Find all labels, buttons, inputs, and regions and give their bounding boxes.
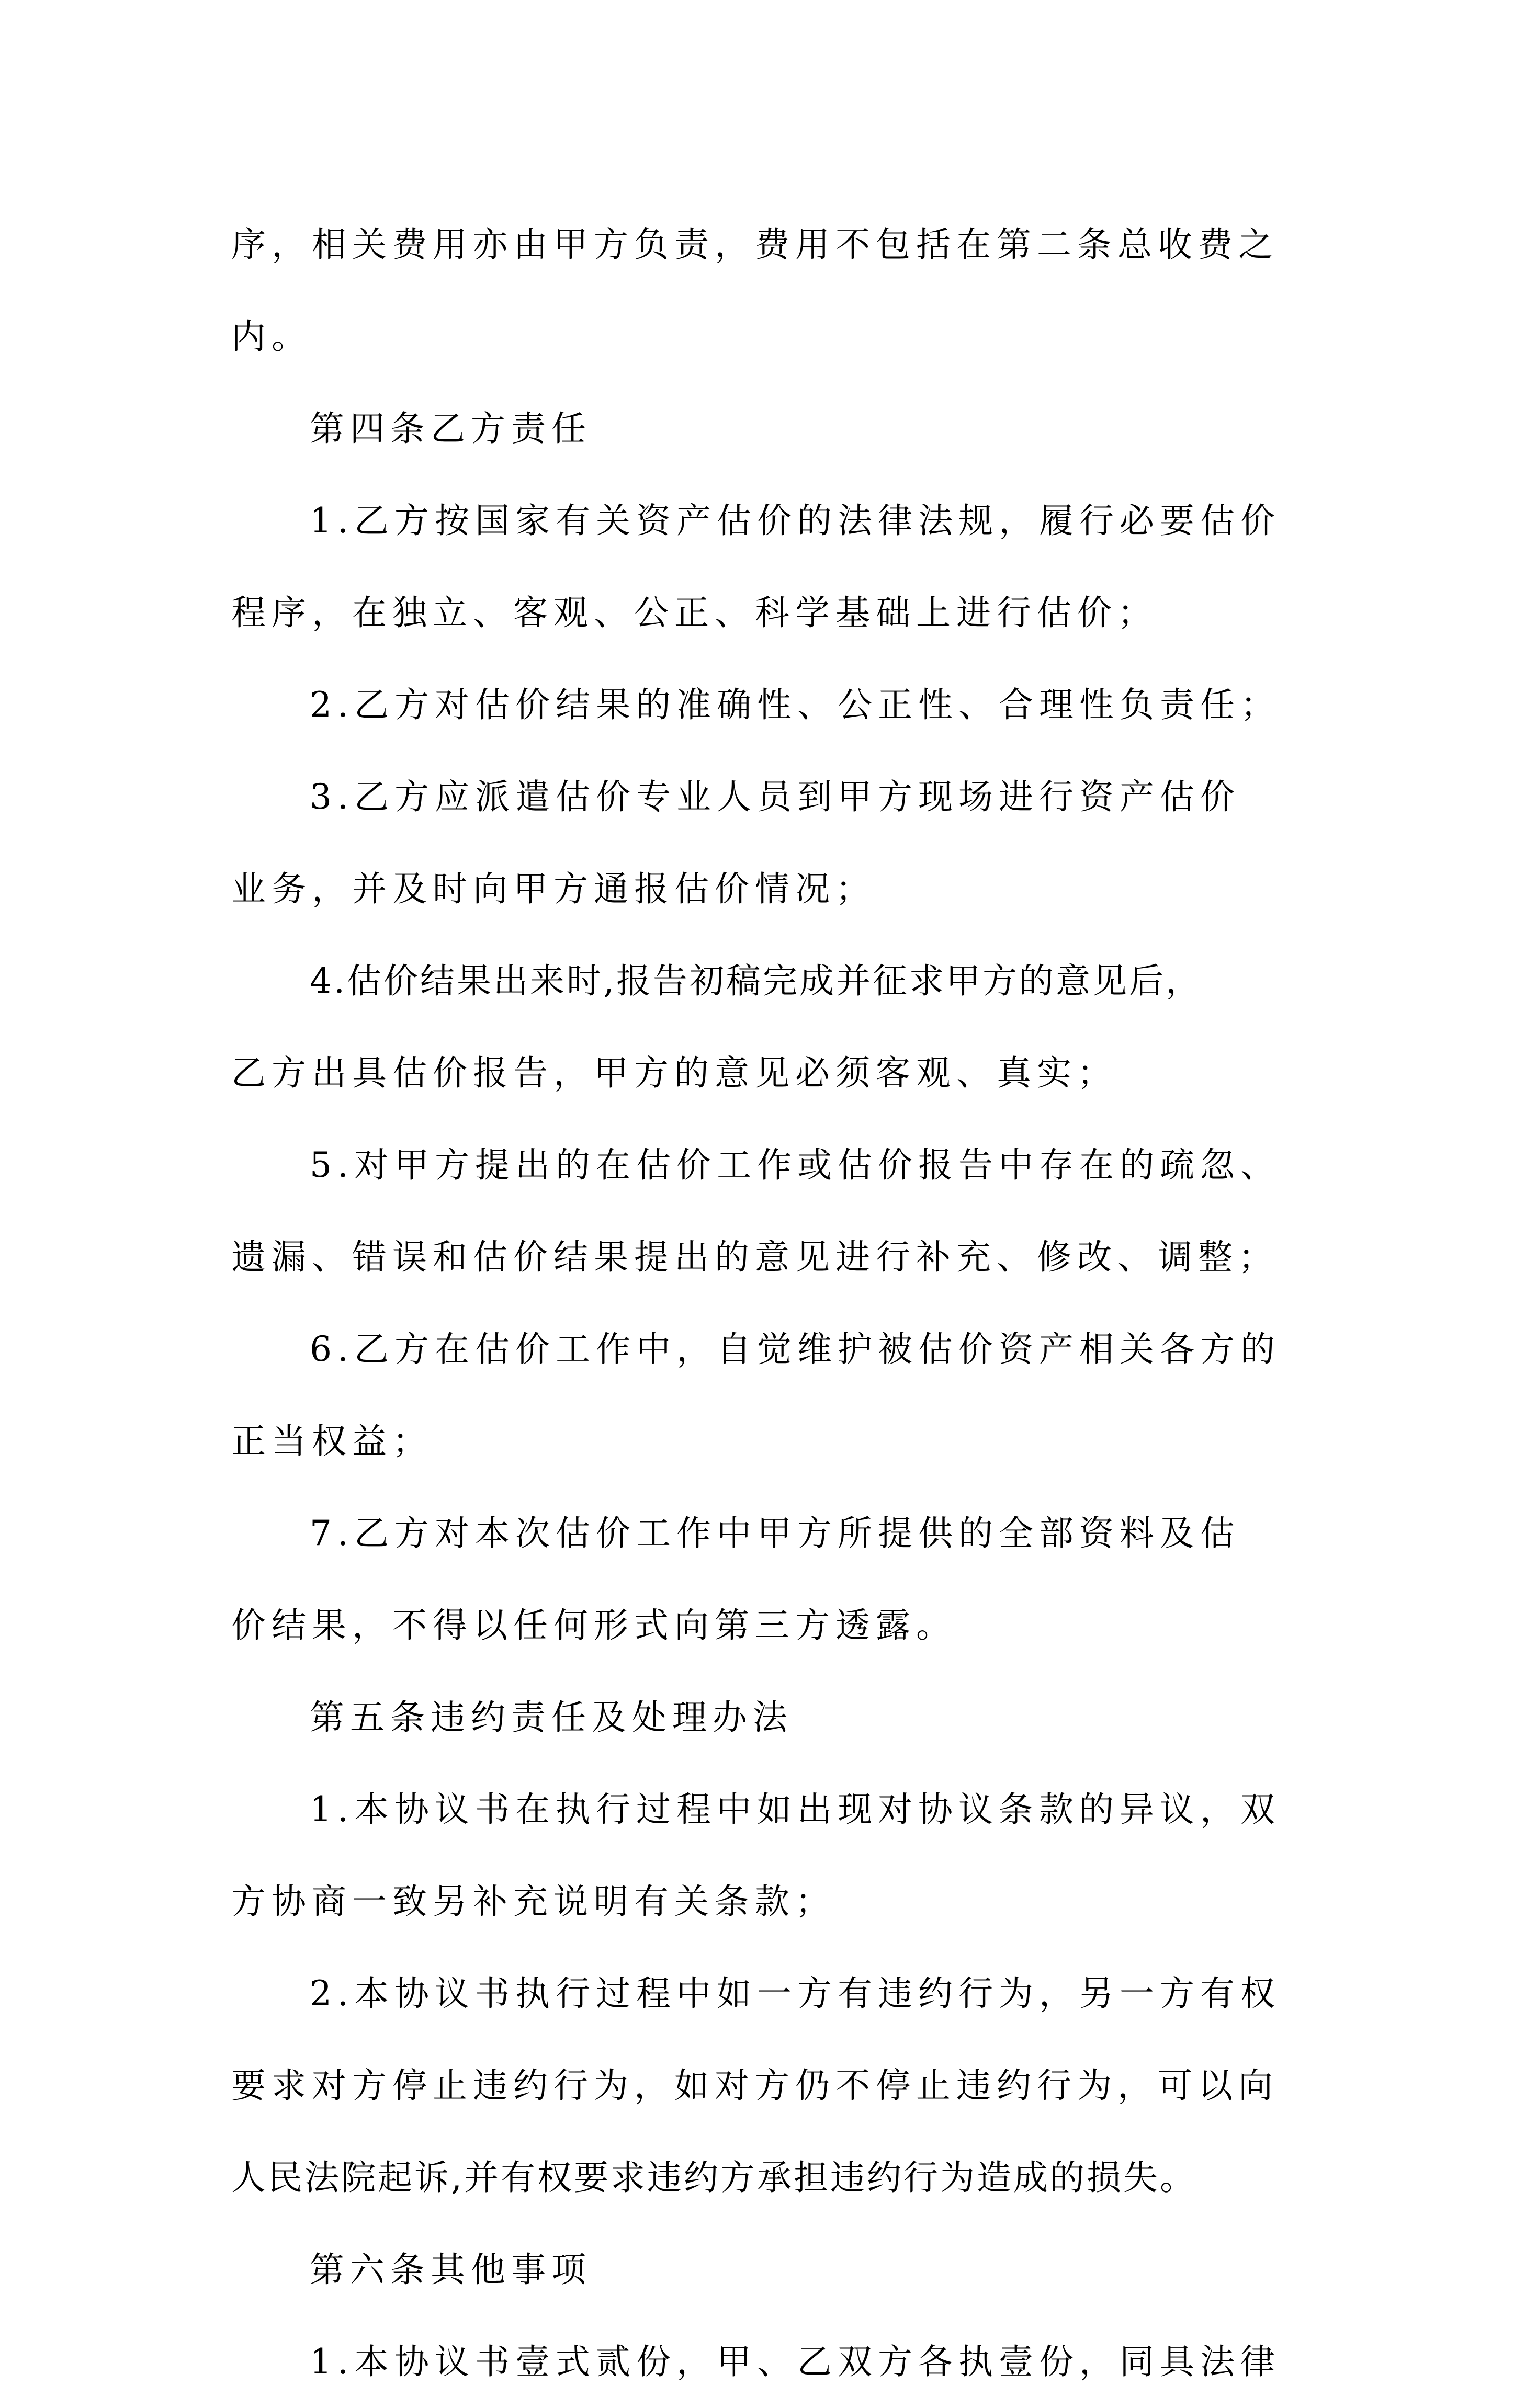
text-line: 4.估价结果出来时,报告初稿完成并征求甲方的意见后， xyxy=(310,961,1202,1001)
text-line: 方协商一致另补充说明有关条款； xyxy=(231,1881,835,1922)
text-line: 乙方出具估价报告，甲方的意见必须客观、真实； xyxy=(231,1053,1117,1093)
document-body xyxy=(231,199,1293,2408)
text-line: 价结果，不得以任何形式向第三方透露。 xyxy=(231,1605,956,1645)
section-heading: 第六条其他事项 xyxy=(310,2250,592,2290)
text-line: 遗漏、错误和估价结果提出的意见进行补充、修改、调整； xyxy=(231,1237,1279,1277)
text-line: 7.乙方对本次估价工作中甲方所提供的全部资料及估 xyxy=(310,1513,1240,1553)
text-line: 2.本协议书执行过程中如一方有违约行为，另一方有权 xyxy=(310,1973,1281,2014)
text-line: 要求对方停止违约行为，如对方仍不停止违约行为，可以向 xyxy=(231,2065,1279,2106)
text-line: 内。 xyxy=(231,316,312,357)
text-line: 1.本协议书壹式贰份，甲、乙双方各执壹份，同具法律 xyxy=(310,2342,1281,2382)
text-line: 正当权益； xyxy=(231,1421,433,1461)
section-heading: 第五条违约责任及处理办法 xyxy=(310,1697,793,1737)
section-heading: 第四条乙方责任 xyxy=(310,408,592,449)
text-line: 序，相关费用亦由甲方负责，费用不包括在第二条总收费之 xyxy=(231,224,1279,265)
text-line: 6.乙方在估价工作中，自觉维护被估价资产相关各方的 xyxy=(310,1329,1281,1369)
text-line: 5.对甲方提出的在估价工作或估价报告中存在的疏忽、 xyxy=(310,1145,1281,1185)
text-line: 1.本协议书在执行过程中如出现对协议条款的异议，双 xyxy=(310,1789,1281,1830)
text-line: 2.乙方对估价结果的准确性、公正性、合理性负责任； xyxy=(310,685,1281,725)
text-line: 人民法院起诉,并有权要求违约方承担违约行为造成的损失。 xyxy=(231,2157,1196,2198)
text-line: 3.乙方应派遣估价专业人员到甲方现场进行资产估价 xyxy=(310,777,1240,817)
text-line: 业务，并及时向甲方通报估价情况； xyxy=(231,869,876,909)
text-line: 程序，在独立、客观、公正、科学基础上进行估价； xyxy=(231,593,1158,633)
text-line: 1.乙方按国家有关资产估价的法律法规，履行必要估价 xyxy=(310,501,1281,541)
